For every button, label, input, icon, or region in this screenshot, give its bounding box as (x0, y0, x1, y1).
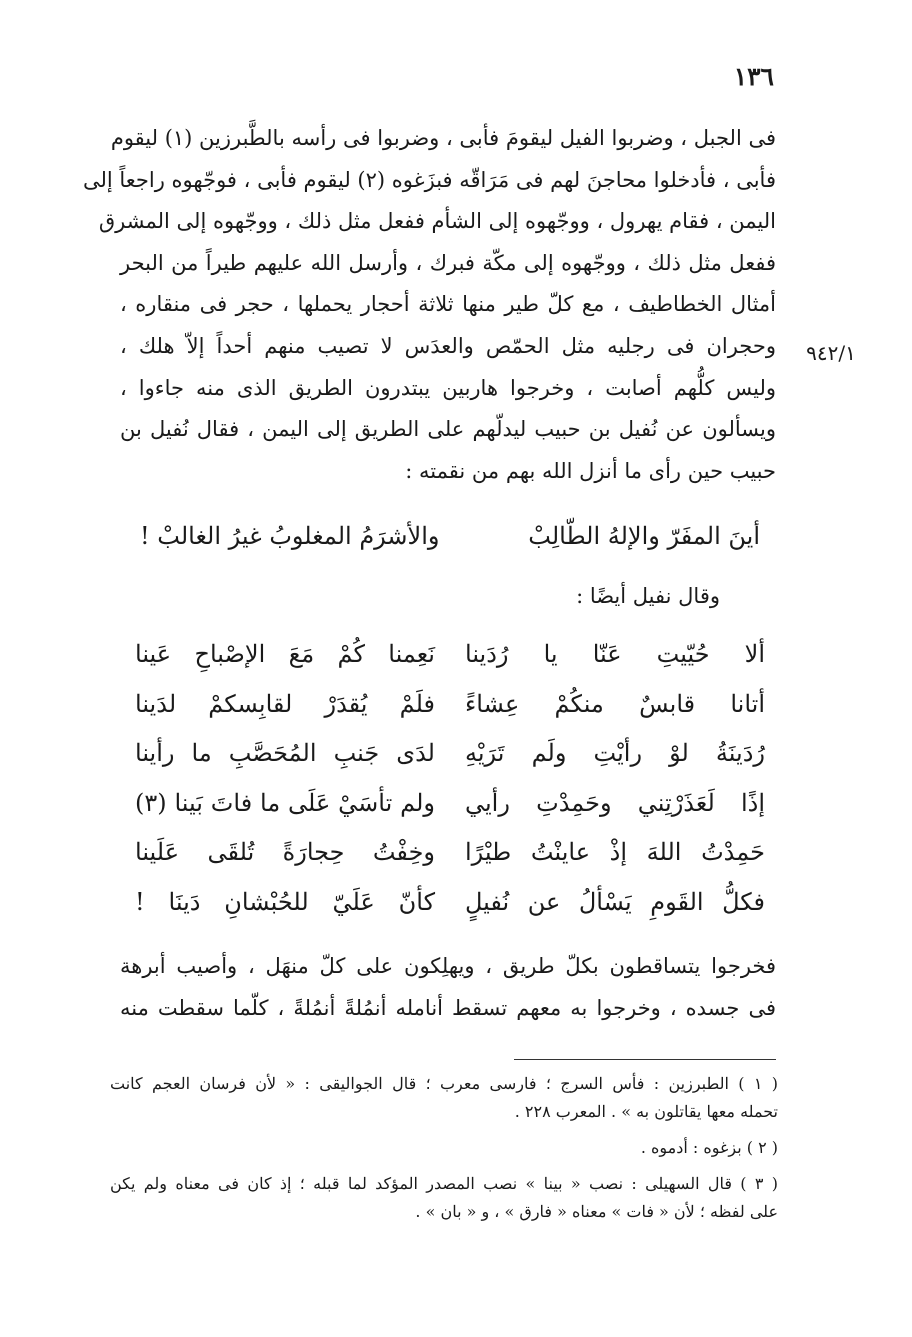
poem-line (135, 779, 765, 829)
poem-hemistich-left: فلَمْ يُقدَرْ لقابِسكمْ لدَينا (135, 689, 435, 718)
poem-intro: وقال نفيل أيضًا : (576, 584, 720, 608)
poem-line (135, 630, 765, 680)
poem-hemistich-right: أتانا قابسٌ منكُمْ عِشاءً (465, 689, 765, 718)
poem-hemistich-left: لدَى جَنبِ المُحَصَّبِ ما رأينا (135, 739, 435, 767)
footnote-3 (110, 1170, 778, 1226)
prose-line: فأبى ، فأدخلوا محاجنَ لهم فى مَرَاقّه فبزَغوه (٢) ليقوم فأبى ، فوجّهوه راجعاً إلى (82, 167, 776, 192)
prose-bottom (120, 946, 776, 1029)
poem-line (135, 828, 765, 878)
poem-hemistich-left: وخِفْتُ حِجارَةً تُلقَى عَلَينا (135, 838, 435, 866)
margin-reference: ٩٤٢/١ (806, 341, 856, 365)
poem-hemistich-right: رُدَينَةُ لوْ رأيْتِ ولَم تَرَيْهِ (465, 739, 765, 767)
footnote-divider (514, 1059, 776, 1060)
footnote-line: ( ٣ ) قال السهيلى : نصب « بينا » نصب المصدر المؤكد لما قبله ؛ إذ كان فى معناه ولم يكن (110, 1174, 779, 1193)
poem-hemistich-right: ألا حُيّيتِ عَنّا يا رُدَينا (465, 640, 765, 668)
footnotes (110, 1070, 778, 1234)
poem-hemistich-right: إذًا لَعَذَرْتِني وحَمِدْتِ رأيي (465, 788, 765, 817)
footnote-line: ( ١ ) الطبرزين : فأس السرج ؛ فارسى معرب ؛ قال الجواليقى : « لأن فرسان العجم كانت (110, 1074, 778, 1093)
verse-hemistich-right: أينَ المفَرّ والإلهُ الطّالِبْ (528, 522, 760, 550)
prose-line: ويسألون عن نُفيل بن حبيب ليدلّهم على الطريق إلى اليمن ، فقال نُفيل بن (120, 417, 776, 442)
footnote-1 (110, 1070, 778, 1126)
prose-line: فى الجبل ، وضربوا الفيل ليقومَ فأبى ، وضربوا فى رأسه بالطَّبرزين (١) ليقوم (110, 126, 776, 150)
prose-line: أمثال الخطاطيف ، مع كلّ طير منها ثلاثة أحجار يحملها ، حجر فى منقاره ، (120, 292, 776, 317)
footnote-line: على لفظه ؛ لأن « فات » معناه « فارق » ، و « بان » . (415, 1202, 778, 1221)
page-number: ١٣٦ (733, 62, 774, 91)
prose-top (82, 118, 776, 492)
prose-line: ففعل مثل ذلك ، ووجّهوه إلى مكّة فبرك ، وأرسل الله عليهم طيراً من البحر (120, 250, 776, 275)
footnote-line: تحمله معها يقاتلون به » . المعرب ٢٢٨ . (514, 1102, 778, 1121)
poem-line (135, 729, 765, 779)
prose-line: حبيب حين رأى ما أنزل الله بهم من نقمته : (405, 458, 776, 483)
prose-line: اليمن ، فقام يهرول ، ووجّهوه إلى الشأم ففعل مثل ذلك ، ووجّهوه إلى المشرق (98, 209, 776, 234)
poem-hemistich-right: فكلُّ القَومِ يَسْألُ عن نُفيلٍ (465, 887, 765, 916)
footnote-2 (110, 1134, 778, 1162)
poem-hemistich-left: نَعِمنا كُمْ مَعَ الإصْباحِ عَينا (135, 640, 435, 668)
verse-hemistich-left: والأشرَمُ المغلوبُ غيرُ الغالبْ ! (140, 522, 440, 550)
footnote-line: ( ٢ ) بزغوه : أدموه . (640, 1138, 778, 1157)
poem-hemistich-right: حَمِدْتُ اللهَ إذْ عاينْتُ طيْرًا (465, 838, 765, 866)
poem-hemistich-left: كأنّ عَلَيّ للحُبْشانِ دَينَا ! (135, 887, 435, 916)
prose-line: فخرجوا يتساقطون بكلّ طريق ، ويهلِكون على كلّ منهَل ، وأصيب أبرهة (120, 954, 776, 978)
prose-line: وليس كلُّهم أصابت ، وخرجوا هاربين يبتدرون الطريق الذى منه جاءوا ، (120, 375, 776, 400)
poem-line (135, 878, 765, 928)
verse-couplet (140, 516, 760, 556)
poem (135, 630, 765, 927)
prose-line: فى جسده ، وخرجوا به معهم تسقط أنامله أنمُلةً أنمُلةً ، كلّما سقطت منه (120, 995, 776, 1020)
poem-line (135, 680, 765, 730)
poem-hemistich-left: ولم تأسَيْ عَلَى ما فاتَ بَينا (٣) (135, 788, 435, 817)
prose-line: وحجران فى رجليه مثل الحمّص والعدَس لا تصيب منهم أحداً إلاّ هلك ، (120, 333, 776, 358)
